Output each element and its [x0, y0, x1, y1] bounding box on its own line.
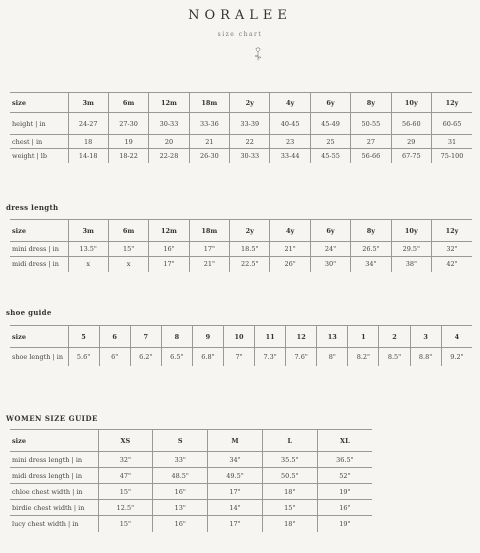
row-label: chest | in: [10, 135, 68, 149]
size-header-label: size: [10, 93, 68, 113]
table-cell: 19": [317, 484, 372, 500]
table-cell: 26-30: [189, 149, 229, 163]
size-column-header: M: [208, 430, 263, 452]
table-cell: 33-44: [270, 149, 310, 163]
table-row: [10, 113, 472, 135]
size-header-label: size: [10, 326, 68, 348]
table-cell: 13.5": [68, 242, 108, 257]
size-column-header: 2y: [230, 220, 270, 242]
table-row: [10, 484, 372, 500]
table-cell: 18": [262, 516, 317, 532]
table-cell: 40-45: [270, 113, 310, 135]
size-column-header: 13: [317, 326, 348, 348]
table-cell: 35.5": [262, 452, 317, 468]
table-cell: 8.2": [348, 348, 379, 366]
table-cell: 17": [149, 257, 189, 272]
table-cell: 30-33: [230, 149, 270, 163]
size-column-header: 10y: [391, 93, 431, 113]
table-cell: 8.5": [379, 348, 410, 366]
header-row: [10, 430, 372, 452]
size-column-header: 4y: [270, 220, 310, 242]
size-column-header: 12m: [149, 93, 189, 113]
table-cell: 67-75: [391, 149, 431, 163]
table-cell: 22-28: [149, 149, 189, 163]
table-cell: 34": [351, 257, 391, 272]
table-cell: 13": [153, 500, 208, 516]
size-column-header: 3m: [68, 93, 108, 113]
row-label: lucy chest width | in: [10, 516, 98, 532]
size-column-header: 18m: [189, 93, 229, 113]
table-row: [10, 516, 372, 532]
table-cell: 45-49: [310, 113, 350, 135]
table-cell: 33-36: [189, 113, 229, 135]
table-cell: 30-33: [149, 113, 189, 135]
table-cell: 21: [189, 135, 229, 149]
dress-length-table: [10, 219, 472, 272]
table-cell: 14": [208, 500, 263, 516]
size-column-header: 6m: [108, 220, 148, 242]
table-cell: 19: [108, 135, 148, 149]
table-cell: 21": [189, 257, 229, 272]
table-cell: 16": [153, 484, 208, 500]
table-cell: 6.8": [192, 348, 223, 366]
table-row: [10, 500, 372, 516]
size-column-header: 18m: [189, 220, 229, 242]
table-cell: 45-55: [310, 149, 350, 163]
size-column-header: 6y: [310, 220, 350, 242]
table-cell: 29: [391, 135, 431, 149]
table-cell: 6": [99, 348, 130, 366]
size-column-header: 2y: [230, 93, 270, 113]
row-label: midi dress | in: [10, 257, 68, 272]
table-cell: 36.5": [317, 452, 372, 468]
table-cell: 6.2": [130, 348, 161, 366]
table-cell: 7.6": [286, 348, 317, 366]
table-row: [10, 257, 472, 272]
brand-title: NORALEE: [188, 8, 292, 23]
table-cell: 15": [108, 242, 148, 257]
table-cell: 18": [262, 484, 317, 500]
size-column-header: 6y: [310, 93, 350, 113]
size-column-header: 10: [223, 326, 254, 348]
table-cell: 50-55: [351, 113, 391, 135]
size-header-label: size: [10, 220, 68, 242]
table-cell: 9.2": [450, 352, 464, 361]
table-cell: 31: [432, 135, 472, 149]
table-cell: 22.5": [230, 257, 270, 272]
table-cell: 49.5": [208, 468, 263, 484]
table-cell: 7.3": [255, 348, 286, 366]
table-cell: 48.5": [153, 468, 208, 484]
size-table: [10, 92, 472, 163]
row-label: birdie chest width | in: [10, 500, 98, 516]
table-cell: 34": [208, 452, 263, 468]
size-column-header: 1: [348, 326, 379, 348]
table-cell: 14-18: [68, 149, 108, 163]
dress-length-title: dress length: [6, 203, 59, 212]
table-cell: 56-66: [351, 149, 391, 163]
row-label: midi dress length | in: [10, 468, 98, 484]
table-cell: 27-30: [108, 113, 148, 135]
table-cell: 17": [208, 484, 263, 500]
table-cell: 23: [270, 135, 310, 149]
table-cell: 42": [446, 260, 458, 269]
table-cell: 29.5": [391, 242, 431, 257]
flower-icon: [253, 45, 263, 61]
table-cell: 19": [339, 519, 351, 528]
table-cell: 18: [68, 135, 108, 149]
row-label: chloe chest width | in: [10, 484, 98, 500]
row-label: mini dress | in: [10, 242, 68, 257]
table-cell: 32": [98, 452, 153, 468]
table-cell: 60-65: [432, 113, 472, 135]
table-cell: 24": [310, 242, 350, 257]
table-cell: 5.6": [68, 348, 99, 366]
size-column-header: 4: [441, 326, 472, 348]
table-cell: 38": [391, 257, 431, 272]
table-cell: 75-100: [440, 151, 464, 160]
table-cell: 25: [310, 135, 350, 149]
table-cell: 56-60: [391, 113, 431, 135]
table-cell: 7": [223, 348, 254, 366]
table-cell: 32": [432, 242, 472, 257]
header-row: [10, 326, 472, 348]
table-cell: 26": [270, 257, 310, 272]
table-cell: 8": [317, 348, 348, 366]
size-header-label: size: [10, 430, 98, 452]
size-column-header: 8y: [351, 93, 391, 113]
row-label: weight | lb: [10, 149, 68, 163]
table-cell: 15": [262, 500, 317, 516]
size-column-header: 12m: [149, 220, 189, 242]
table-row: [10, 242, 472, 257]
size-column-header: XL: [317, 430, 372, 452]
table-cell: 16": [153, 516, 208, 532]
size-column-header: 9: [192, 326, 223, 348]
shoe-guide-table: [10, 325, 472, 366]
table-cell: 50.5": [262, 468, 317, 484]
table-cell: 26.5": [351, 242, 391, 257]
table-cell: 12.5": [98, 500, 153, 516]
table-cell: 30": [310, 257, 350, 272]
size-column-header: 6: [99, 326, 130, 348]
table-cell: 8.8": [410, 348, 441, 366]
table-cell: 20: [149, 135, 189, 149]
table-cell: 15": [98, 516, 153, 532]
size-column-header: 3m: [68, 220, 108, 242]
women-size-table: [10, 429, 372, 532]
header-row: [10, 93, 472, 113]
row-label: height | in: [10, 113, 68, 135]
table-cell: 17": [189, 242, 229, 257]
table-cell: 18-22: [108, 149, 148, 163]
size-column-header: XS: [98, 430, 153, 452]
size-column-header: L: [262, 430, 317, 452]
size-column-header: 12: [286, 326, 317, 348]
table-cell: 17": [208, 516, 263, 532]
table-cell: x: [108, 257, 148, 272]
page-subtitle: size chart: [217, 31, 263, 38]
size-column-header: 4y: [270, 93, 310, 113]
size-column-header: 8: [161, 326, 192, 348]
header-row: [10, 220, 472, 242]
table-cell: 47": [98, 468, 153, 484]
table-cell: 33-39: [230, 113, 270, 135]
row-label: shoe length | in: [10, 348, 68, 366]
table-cell: 21": [270, 242, 310, 257]
size-column-header: 8y: [351, 220, 391, 242]
table-row: [10, 452, 372, 468]
table-row: [10, 468, 372, 484]
size-column-header: 12y: [432, 93, 472, 113]
table-cell: 24-27: [68, 113, 108, 135]
size-column-header: 7: [130, 326, 161, 348]
size-column-header: 3: [410, 326, 441, 348]
table-cell: 16": [317, 500, 372, 516]
table-row: [10, 149, 472, 163]
table-cell: 22: [230, 135, 270, 149]
size-column-header: 12y: [432, 220, 472, 242]
size-column-header: 5: [68, 326, 99, 348]
table-cell: 33": [153, 452, 208, 468]
size-column-header: 2: [379, 326, 410, 348]
table-cell: 27: [351, 135, 391, 149]
table-row: [10, 135, 472, 149]
table-cell: 18.5": [230, 242, 270, 257]
table-cell: 15": [98, 484, 153, 500]
women-size-guide-title: WOMEN SIZE GUIDE: [6, 414, 98, 423]
size-column-header: S: [153, 430, 208, 452]
row-label: mini dress length | in: [10, 452, 98, 468]
size-column-header: 6m: [108, 93, 148, 113]
table-cell: 52": [317, 468, 372, 484]
table-cell: 6.5": [161, 348, 192, 366]
size-column-header: 11: [255, 326, 286, 348]
shoe-guide-title: shoe guide: [6, 308, 52, 317]
table-row: [10, 348, 472, 366]
table-cell: 16": [149, 242, 189, 257]
table-cell: x: [68, 257, 108, 272]
size-column-header: 10y: [391, 220, 431, 242]
